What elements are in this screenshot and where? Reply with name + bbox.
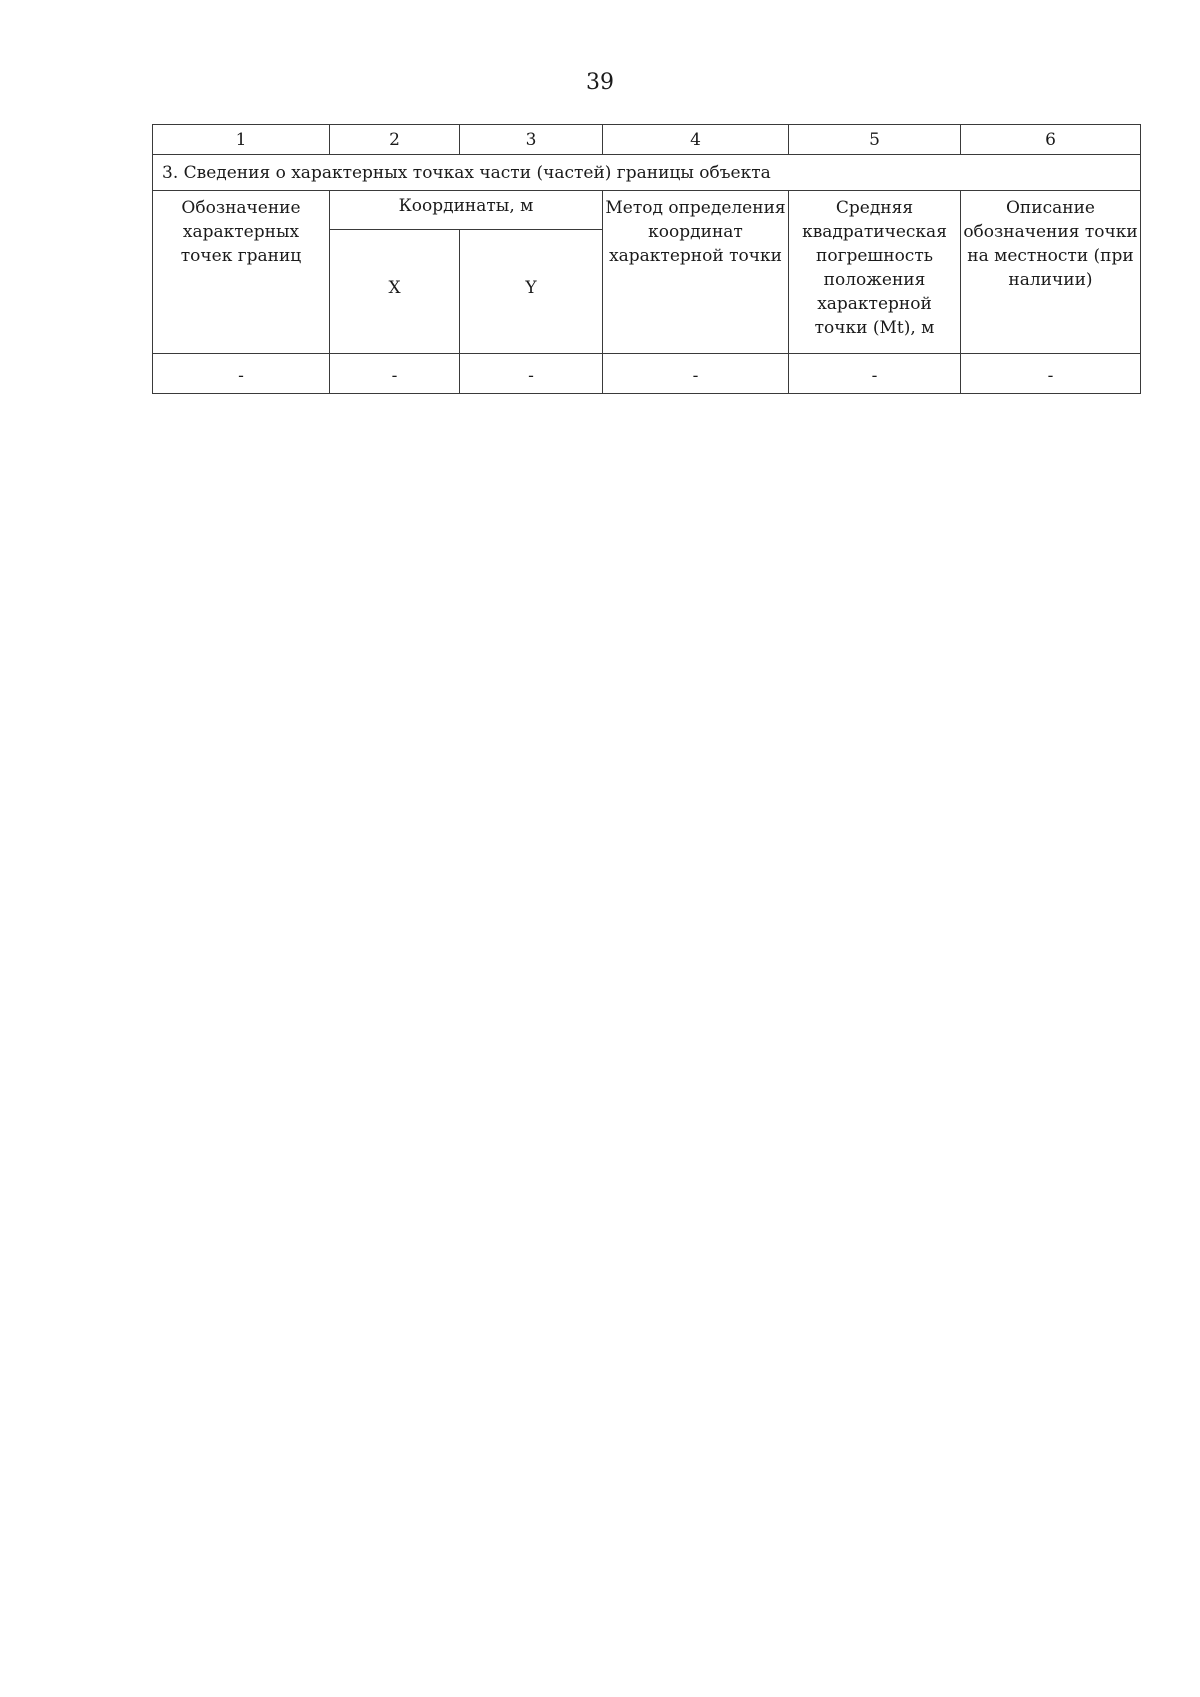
header-y: Y bbox=[460, 230, 603, 354]
table-cell: - bbox=[153, 354, 330, 394]
header-method: Метод определения координат характерной точки bbox=[603, 191, 789, 354]
header-row bbox=[153, 191, 1141, 230]
column-number: 2 bbox=[330, 125, 460, 155]
table-cell: - bbox=[789, 354, 961, 394]
column-number: 3 bbox=[460, 125, 603, 155]
header-mean-square-error: Средняя квадратическая погрешность положения характерной точки (Mt), м bbox=[789, 191, 961, 354]
section-title-row bbox=[153, 155, 1141, 191]
table-row bbox=[153, 354, 1141, 394]
header-point-designation: Обозначение характерных точек границ bbox=[153, 191, 330, 354]
section-title: 3. Сведения о характерных точках части (частей) границы объекта bbox=[153, 155, 1141, 191]
table-cell: - bbox=[460, 354, 603, 394]
column-number: 1 bbox=[153, 125, 330, 155]
header-x: X bbox=[330, 230, 460, 354]
table-cell: - bbox=[330, 354, 460, 394]
boundary-points-table bbox=[152, 124, 1141, 394]
page-number: 39 bbox=[586, 70, 614, 95]
header-description: Описание обозначения точки на местности (при наличии) bbox=[961, 191, 1141, 354]
column-number: 4 bbox=[603, 125, 789, 155]
column-number-row bbox=[153, 125, 1141, 155]
table-cell: - bbox=[603, 354, 789, 394]
column-number: 6 bbox=[961, 125, 1141, 155]
header-coordinates: Координаты, м bbox=[330, 191, 603, 230]
column-number: 5 bbox=[789, 125, 961, 155]
table-cell: - bbox=[961, 354, 1141, 394]
